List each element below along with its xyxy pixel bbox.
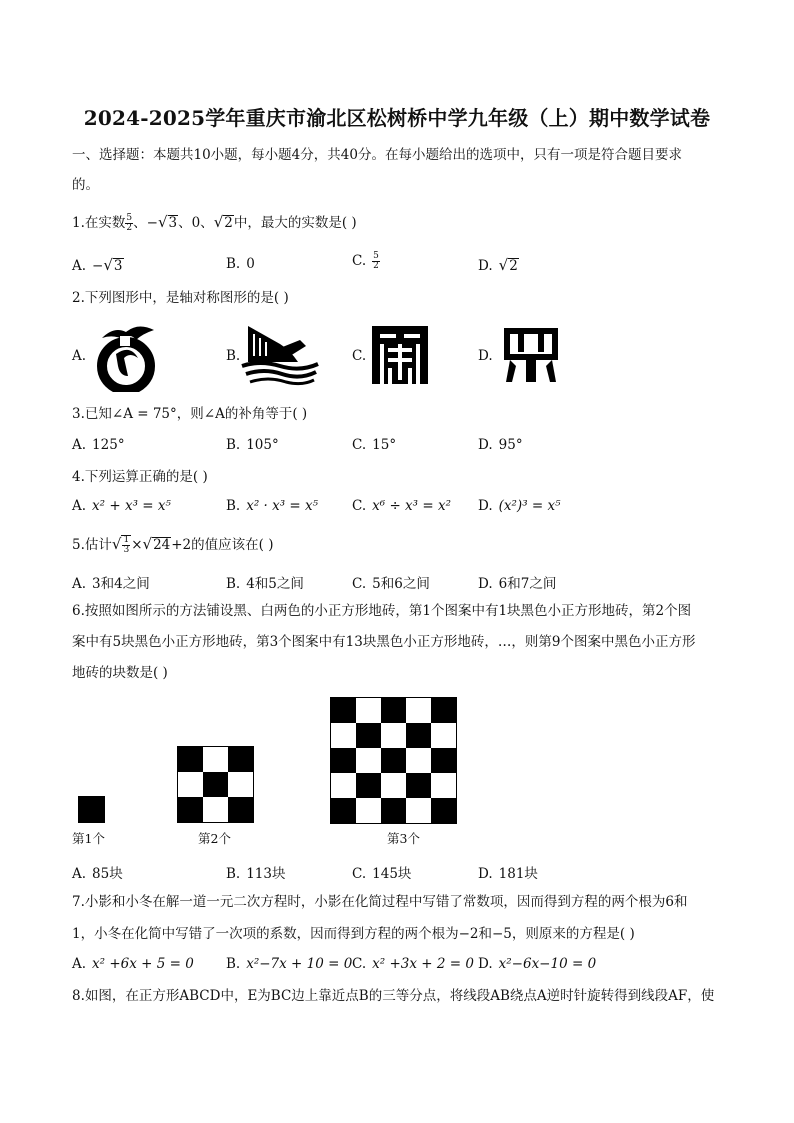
pattern-2-caption: 第2个 [198,831,231,846]
q4-option-b[interactable]: B. x² · x³ = x⁵ [226,498,319,514]
carved-character-icon [370,324,430,386]
question-6-line3: 地砖的块数是( ) [72,665,168,681]
question-8-line1: 8.如图，在正方形ABCD中，E为BC边上靠近点B的三等分点，将线段AB绕点A逆时针旋转得到线段AF，使 [72,988,715,1004]
swirl-emblem-icon [90,318,162,392]
q4-option-d[interactable]: D. (x²)³ = x⁵ [478,498,561,514]
q4-option-c[interactable]: C. x⁶ ÷ x³ = x² [352,498,452,514]
tile-pattern-3 [331,698,456,823]
q7-option-a[interactable]: A. x² +6x + 5 = 0 [72,956,194,972]
q6-option-c[interactable]: C. 145块 [352,866,412,882]
question-5-stem: 5.估计√ $\frac{1}{3}$ ×√24+2的值应该在( ) [72,535,274,555]
tile-pattern-1 [79,797,104,822]
question-2-stem: 2.下列图形中，是轴对称图形的是( ) [72,290,289,306]
q1-option-c[interactable]: C. $\frac{5}{2}$ [352,251,379,271]
pattern-3-caption: 第3个 [387,831,420,846]
pattern-1-caption: 第1个 [72,831,105,846]
q1-option-b[interactable]: B. 0 [226,256,255,272]
q3-option-c[interactable]: C. 15° [352,437,397,453]
question-7-line1: 7.小影和小冬在解一道一元二次方程时，小影在化简过程中写错了常数项，因而得到方程的两个根为6和 [72,894,688,910]
section-instructions-line2: 的。 [72,177,99,193]
question-4-stem: 4.下列运算正确的是( ) [72,469,208,485]
q3-option-a[interactable]: A. 125° [72,437,125,453]
ship-on-waves-icon [240,322,320,386]
question-6-line1: 6.按照如图所示的方法铺设黑、白两色的小正方形地砖，第1个图案中有1块黑色小正方形地砖，第2个图 [72,603,692,619]
q5-option-c[interactable]: C. 5和6之间 [352,576,430,592]
q7-option-b[interactable]: B. x²−7x + 10 = 0 [226,956,353,972]
q1-option-a[interactable]: A. −√3 [72,256,123,274]
question-1-stem: 1.在实数 $\frac{5}{2}$ 、−√3、0、√2中，最大的实数是( ) [72,213,357,233]
fraction: $\frac{5}{2}$ [126,213,133,233]
q3-option-b[interactable]: B. 105° [226,437,279,453]
q5-option-a[interactable]: A. 3和4之间 [72,576,150,592]
q5-option-b[interactable]: B. 4和5之间 [226,576,304,592]
ornamental-character-icon [500,326,562,384]
q6-option-d[interactable]: D. 181块 [478,866,538,882]
section-instructions-line1: 一、选择题：本题共10小题，每小题4分，共40分。在每小题给出的选项中，只有一项是符合题目要求 [72,147,682,163]
q5-option-d[interactable]: D. 6和7之间 [478,576,557,592]
question-3-stem: 3.已知∠A = 75°，则∠A的补角等于( ) [72,406,308,422]
q2-option-c-label[interactable]: C. [352,348,367,364]
q2-option-a-label[interactable]: A. [72,348,87,364]
question-7-line2: 1，小冬在化简中写错了一次项的系数，因而得到方程的两个根为−2和−5，则原来的方程是( ) [72,926,635,942]
q4-option-a[interactable]: A. x² + x³ = x⁵ [72,498,171,514]
question-6-line2: 案中有5块黑色小正方形地砖，第3个图案中有13块黑色小正方形地砖，…，则第9个图案中黑色小正方形 [72,634,696,650]
q6-option-a[interactable]: A. 85块 [72,866,123,882]
q2-option-b-label[interactable]: B. [226,348,241,364]
tile-pattern-2 [178,747,253,822]
exam-title: 2024-2025学年重庆市渝北区松树桥中学九年级（上）期中数学试卷 [83,106,711,130]
q7-option-c[interactable]: C. x² +3x + 2 = 0 [352,956,474,972]
q6-option-b[interactable]: B. 113块 [226,866,286,882]
q3-option-d[interactable]: D. 95° [478,437,523,453]
q2-option-d-label[interactable]: D. [478,348,493,364]
q1-option-d[interactable]: D. √2 [478,256,518,274]
q7-option-d[interactable]: D. x²−6x−10 = 0 [478,956,597,972]
